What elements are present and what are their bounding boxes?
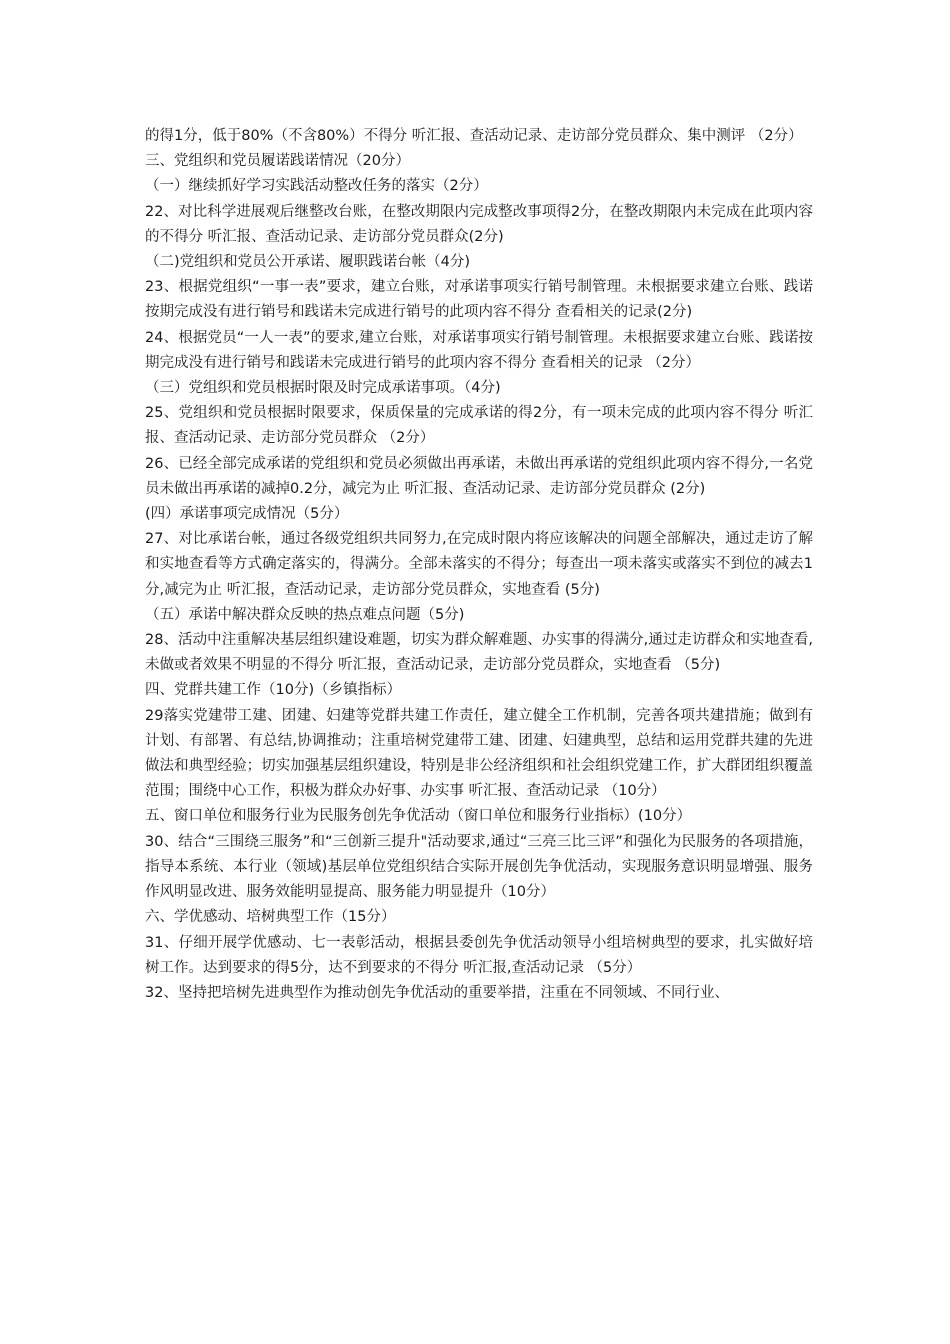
item-30: 30、结合“三围绕三服务”和“三创新三提升"活动要求,通过“三亮三比三评”和强化为民服务的各项措施，指导本系统、本行业（领域)基层单位党组织结合实际开展创先争优活动，实现服务意识明显增强、服务作风明显改进、服务效能明显提高、服务能力明显提升（10分） [145,833,813,901]
item-29: 29落实党建带工建、团建、妇建等党群共建工作责任，建立健全工作机制，完善各项共建措施；做到有计划、有部署、有总结,协调推动；注重培树党建带工建、团建、妇建典型，总结和运用党群共建的先进做法和典型经验；切实加强基层组织建设，特别是非公经济组织和社会组织党建工作，扩大群团组织覆盖范围；围绕中心工作，积极为群众办好事、办实事 听汇报、查活动记录 （10分） [145,707,813,800]
paragraph-continuation-scoring: 的得1分，低于80%（不含80%）不得分 听汇报、查活动记录、走访部分党员群众、集中测评 （2分） [145,128,803,144]
subsection-heading-2: （二)党组织和党员公开承诺、履职践诺台帐（4分) [145,254,471,271]
subsection-heading-3: （三）党组织和党员根据时限及时完成承诺事项。（4分) [145,380,501,397]
section-heading-5: 五、窗口单位和服务行业为民服务创先争优活动（窗口单位和服务行业指标）(10分） [145,808,692,825]
item-24: 24、根据党员“一人一表”的要求,建立台账，对承诺事项实行销号制管理。未根据要求建立台账、践诺按期完成没有进行销号和践诺未完成进行销号的此项内容不得分 查看相关的记录 （2分） [145,329,813,371]
subsection-heading-1: （一）继续抓好学习实践活动整改任务的落实（2分） [145,178,488,195]
subsection-heading-4: (四）承诺事项完成情况（5分） [145,506,349,523]
item-28: 28、活动中注重解决基层组织建设难题，切实为群众解难题、办实事的得满分,通过走访群众和实地查看,未做或者效果不明显的不得分 听汇报，查活动记录，走访部分党员群众，实地查看 （5分) [145,632,813,674]
item-26: 26、已经全部完成承诺的党组织和党员必须做出再承诺，未做出再承诺的党组织此项内容不得分,一名党员未做出再承诺的减掉0.2分，减完为止 听汇报、查活动记录、走访部分党员群众 (2分) [145,455,813,497]
document-body [145,124,813,1006]
item-32: 32、坚持把培树先进典型作为推动创先争优活动的重要举措，注重在不同领域、不同行业、 [145,984,729,1001]
section-heading-4: 四、党群共建工作（10分)（乡镇指标） [145,682,402,699]
section-heading-3: 三、党组织和党员履诺践诺情况（20分） [145,153,410,170]
item-31: 31、仔细开展学优感动、七一表彰活动，根据县委创先争优活动领导小组培树典型的要求，扎实做好培树工作。达到要求的得5分，达不到要求的不得分 听汇报,查活动记录 （5分） [145,934,813,976]
item-23: 23、根据党组织“一事一表”要求，建立台账，对承诺事项实行销号制管理。未根据要求建立台账、践诺按期完成没有进行销号和践诺未完成进行销号的此项内容不得分 查看相关的记录(2分) [145,279,813,321]
item-22: 22、对比科学进展观后继整改台账，在整改期限内完成整改事项得2分，在整改期限内未完成在此项内容的不得分 听汇报、查活动记录、走访部分党员群众(2分) [145,203,813,245]
item-27: 27、对比承诺台帐，通过各级党组织共同努力,在完成时限内将应该解决的问题全部解决，通过走访了解和实地查看等方式确定落实的，得满分。全部未落实的不得分；每查出一项未落实或落实不到位的减去1分,减完为止 听汇报，查活动记录，走访部分党员群众，实地查看 (5分) [145,531,813,598]
item-25: 25、党组织和党员根据时限要求，保质保量的完成承诺的得2分，有一项未完成的此项内容不得分 听汇报、查活动记录、走访部分党员群众 （2分） [145,405,813,447]
subsection-heading-5: （五）承诺中解决群众反映的热点难点问题（5分) [145,606,465,623]
section-heading-6: 六、学优感动、培树典型工作（15分） [145,909,396,926]
